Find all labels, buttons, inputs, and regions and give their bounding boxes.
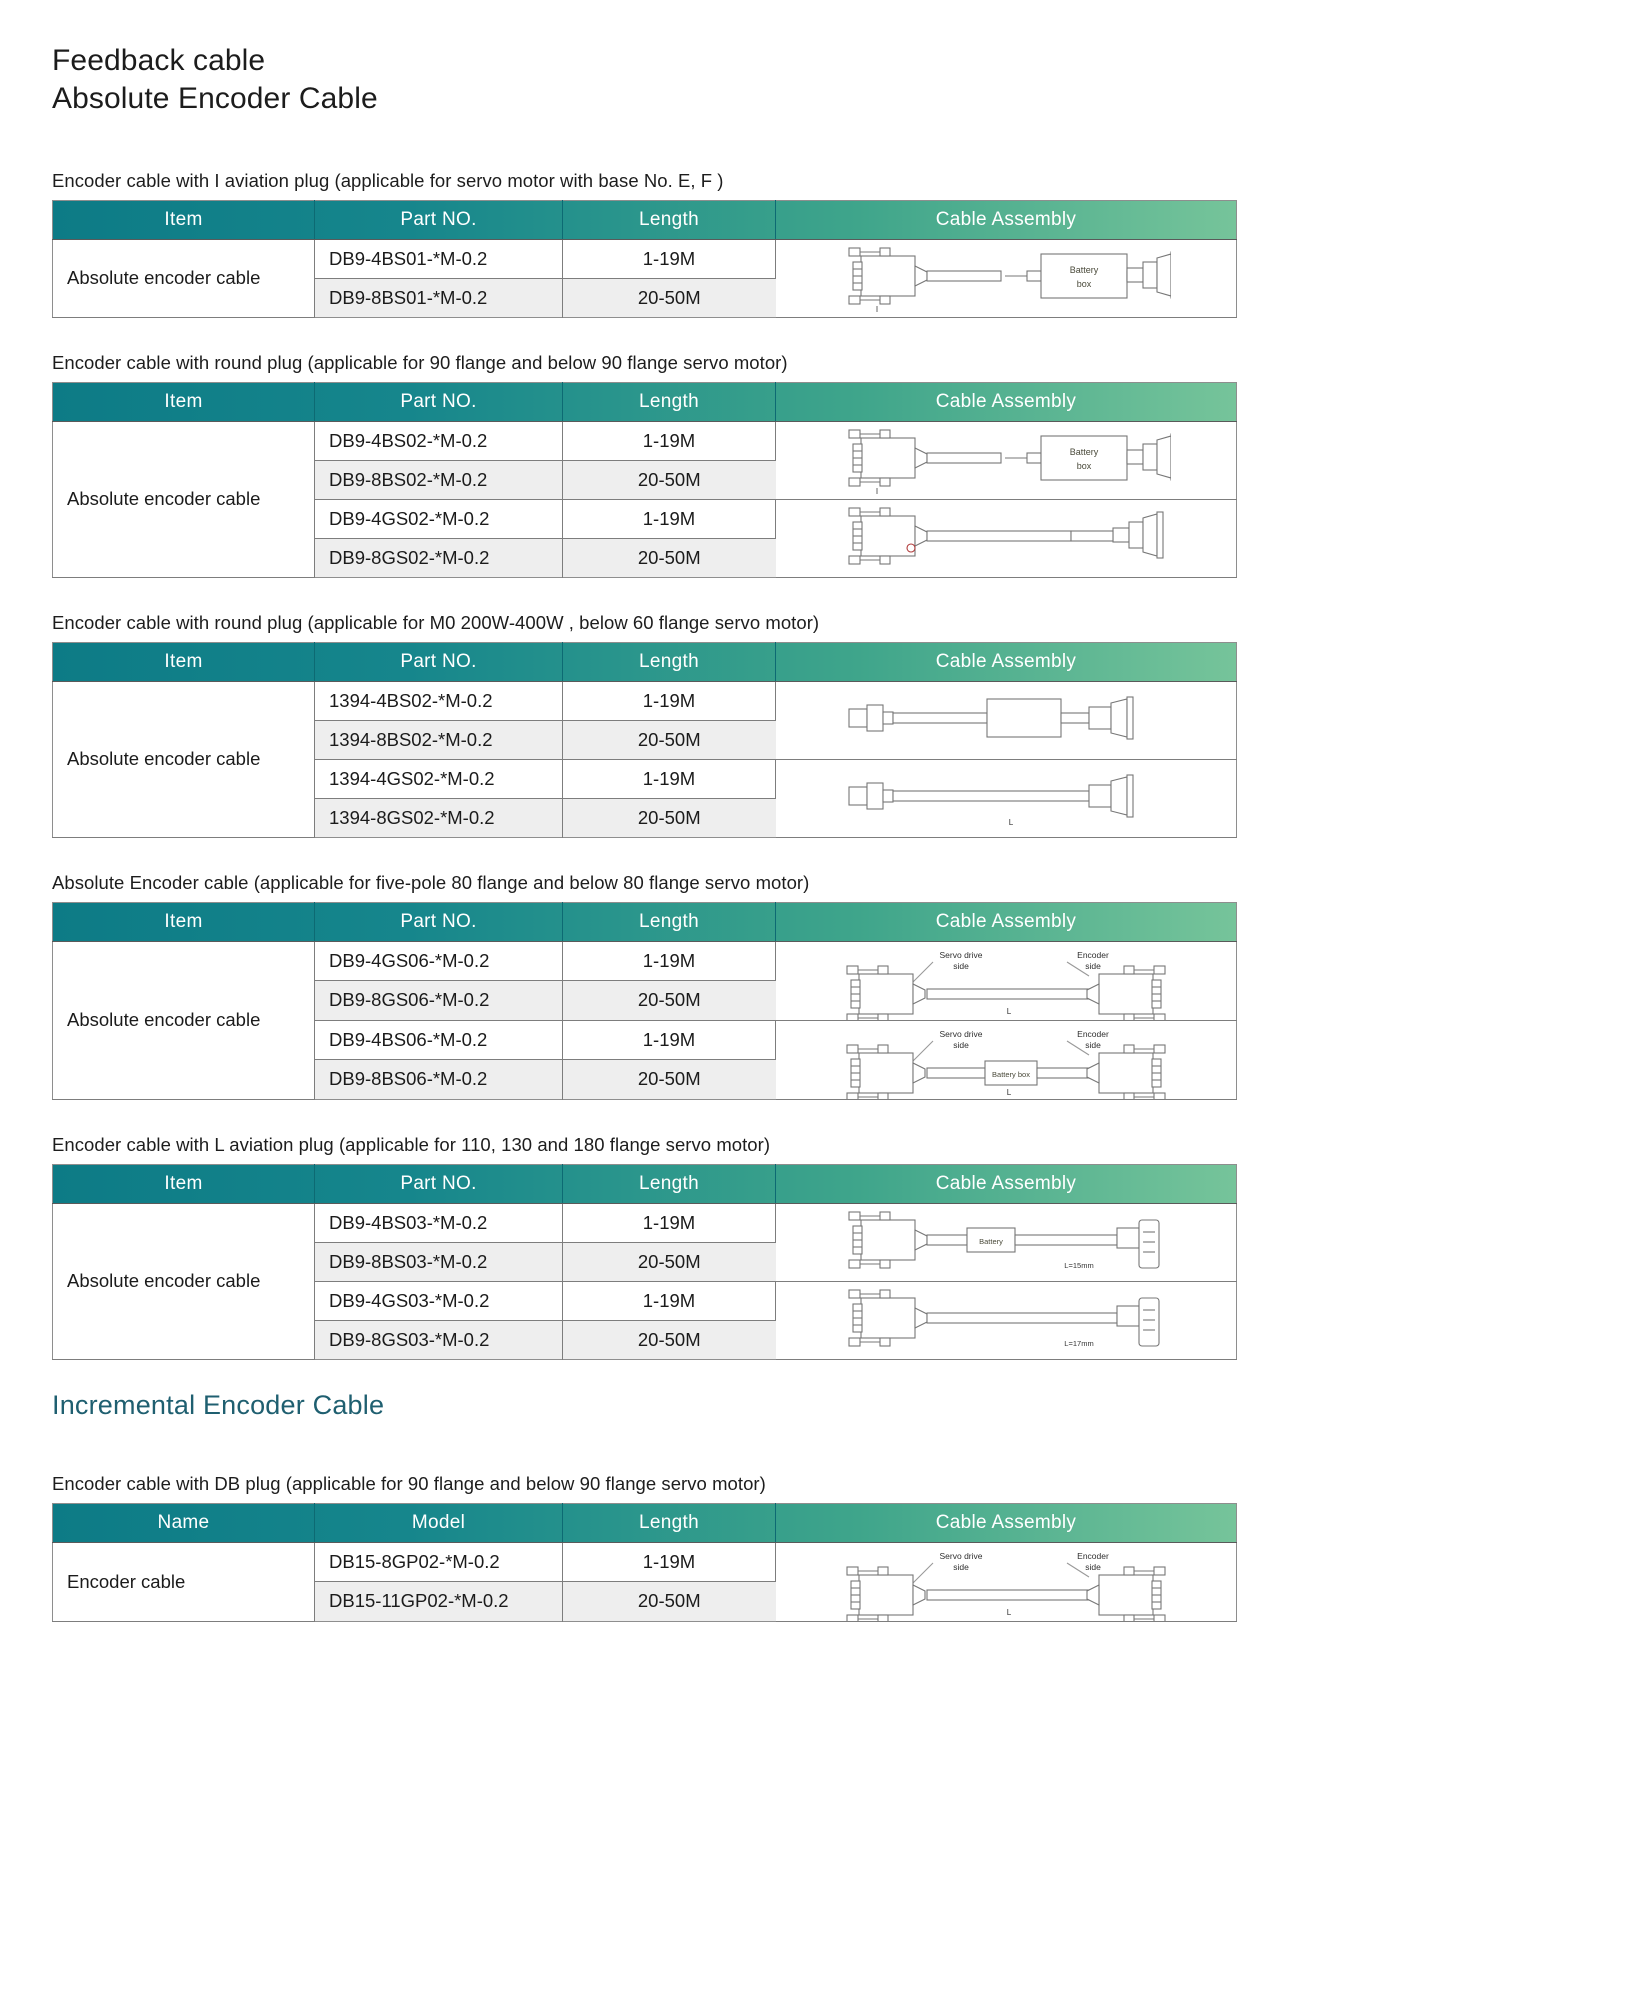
table-row xyxy=(53,1542,1237,1582)
part-number-cell: 1394-4GS02-*M-0.2 xyxy=(315,759,563,798)
svg-text:side: side xyxy=(953,1561,969,1572)
column-header-part-no: Part NO. xyxy=(315,642,563,681)
cable-assembly-drawing xyxy=(841,942,1171,1020)
cable-assembly-drawing xyxy=(841,502,1171,574)
page-title-line-2: Absolute Encoder Cable xyxy=(52,81,378,115)
length-cell: 1-19M xyxy=(563,1020,776,1060)
length-cell: 20-50M xyxy=(563,460,776,499)
column-header-cable-assembly: Cable Assembly xyxy=(776,902,1237,941)
svg-text:L=17mm: L=17mm xyxy=(1064,1339,1094,1349)
column-header-item: Item xyxy=(53,902,315,941)
cable-assembly-drawing xyxy=(841,1543,1171,1621)
length-cell: 20-50M xyxy=(563,1060,776,1100)
length-cell: 20-50M xyxy=(563,1582,776,1622)
column-header-length: Length xyxy=(563,902,776,941)
cable-assembly-drawing xyxy=(841,424,1171,496)
table-header-row xyxy=(53,1164,1237,1203)
svg-text:Encoder: Encoder xyxy=(1077,1028,1109,1039)
table-row xyxy=(53,239,1237,278)
cable-assembly-image xyxy=(790,242,1222,314)
length-cell: 1-19M xyxy=(563,499,776,538)
column-header-item: Name xyxy=(53,1503,315,1542)
length-cell: 20-50M xyxy=(563,1320,776,1359)
length-cell: 1-19M xyxy=(563,941,776,981)
part-number-cell: 1394-8GS02-*M-0.2 xyxy=(315,798,563,837)
cable-assembly-drawing xyxy=(841,769,1171,827)
cable-assembly-image xyxy=(790,502,1222,574)
spec-table xyxy=(52,200,1237,318)
length-cell: 1-19M xyxy=(563,681,776,720)
svg-text:Battery: Battery xyxy=(979,1237,1003,1247)
column-header-cable-assembly: Cable Assembly xyxy=(776,382,1237,421)
spec-table xyxy=(52,1164,1237,1360)
spec-block xyxy=(52,612,1588,838)
spec-block xyxy=(52,1134,1588,1360)
svg-text:side: side xyxy=(953,1039,969,1050)
table-header-row xyxy=(53,642,1237,681)
svg-text:L=15mm: L=15mm xyxy=(1064,1261,1094,1271)
table-caption: Encoder cable with I aviation plug (applicable for servo motor with base No. E, F ) xyxy=(52,169,724,191)
column-header-item: Item xyxy=(53,200,315,239)
svg-text:Servo drive: Servo drive xyxy=(939,949,983,960)
column-header-part-no: Part NO. xyxy=(315,200,563,239)
spec-block xyxy=(52,170,1588,318)
item-label-cell: Absolute encoder cable xyxy=(53,239,315,317)
column-header-part-no: Part NO. xyxy=(315,1164,563,1203)
spec-block xyxy=(52,352,1588,578)
spec-block xyxy=(52,872,1588,1100)
length-cell: 20-50M xyxy=(563,1242,776,1281)
column-header-length: Length xyxy=(563,1164,776,1203)
column-header-part-no: Part NO. xyxy=(315,902,563,941)
item-label-cell: Absolute encoder cable xyxy=(53,941,315,1099)
svg-text:L: L xyxy=(1006,1087,1012,1097)
table-header-row xyxy=(53,382,1237,421)
column-header-item: Item xyxy=(53,1164,315,1203)
table-header-row xyxy=(53,1503,1237,1542)
item-label-cell: Absolute encoder cable xyxy=(53,681,315,837)
part-number-cell: 1394-8BS02-*M-0.2 xyxy=(315,720,563,759)
cable-assembly-drawing xyxy=(841,1021,1171,1099)
table-row xyxy=(53,681,1237,720)
cable-assembly-cell xyxy=(776,239,1237,317)
spec-table xyxy=(52,642,1237,838)
svg-text:L: L xyxy=(1006,1006,1012,1016)
svg-text:Battery box: Battery box xyxy=(992,1069,1030,1079)
item-label-cell: Encoder cable xyxy=(53,1542,315,1621)
svg-text:Encoder: Encoder xyxy=(1077,949,1109,960)
svg-text:side: side xyxy=(1085,960,1101,971)
table-caption: Absolute Encoder cable (applicable for five-pole 80 flange and below 80 flange servo motor) xyxy=(52,871,810,893)
length-cell: 1-19M xyxy=(563,421,776,460)
column-header-length: Length xyxy=(563,1503,776,1542)
svg-text:Servo drive: Servo drive xyxy=(939,1550,983,1561)
table-header-row xyxy=(53,200,1237,239)
svg-text:side: side xyxy=(953,960,969,971)
table-caption: Encoder cable with DB plug (applicable for 90 flange and below 90 flange servo motor) xyxy=(52,1472,766,1494)
table-row xyxy=(53,1203,1237,1242)
column-header-part-no: Model xyxy=(315,1503,563,1542)
table-row xyxy=(53,421,1237,460)
part-number-cell: DB9-4GS03-*M-0.2 xyxy=(315,1281,563,1320)
svg-text:box: box xyxy=(1076,461,1092,472)
length-cell: 20-50M xyxy=(563,981,776,1021)
cable-assembly-image xyxy=(790,1021,1222,1099)
part-number-cell: DB9-8BS01-*M-0.2 xyxy=(315,278,563,317)
part-number-cell: DB9-4BS06-*M-0.2 xyxy=(315,1020,563,1060)
table-header-row xyxy=(53,902,1237,941)
part-number-cell: DB9-8BS02-*M-0.2 xyxy=(315,460,563,499)
length-cell: 1-19M xyxy=(563,759,776,798)
svg-text:Servo drive: Servo drive xyxy=(939,1028,983,1039)
svg-text:Battery: Battery xyxy=(1069,265,1099,276)
cable-assembly-cell xyxy=(776,1203,1237,1281)
cable-assembly-cell xyxy=(776,421,1237,499)
length-cell: 1-19M xyxy=(563,1203,776,1242)
absolute-encoder-section xyxy=(52,170,1588,1360)
page-title xyxy=(52,42,1588,118)
part-number-cell: DB9-8GS06-*M-0.2 xyxy=(315,981,563,1021)
svg-text:Battery: Battery xyxy=(1069,447,1099,458)
incremental-encoder-section xyxy=(52,1473,1588,1622)
table-caption: Encoder cable with round plug (applicable for 90 flange and below 90 flange servo motor) xyxy=(52,351,788,373)
cable-assembly-cell xyxy=(776,759,1237,837)
length-cell: 1-19M xyxy=(563,1542,776,1582)
part-number-cell: DB9-8BS06-*M-0.2 xyxy=(315,1060,563,1100)
svg-text:L: L xyxy=(1006,1607,1012,1617)
svg-text:box: box xyxy=(1076,279,1092,290)
cable-assembly-drawing xyxy=(841,242,1171,314)
length-cell: 1-19M xyxy=(563,239,776,278)
spec-table xyxy=(52,382,1237,578)
part-number-cell: DB9-4BS02-*M-0.2 xyxy=(315,421,563,460)
column-header-length: Length xyxy=(563,382,776,421)
cable-assembly-image xyxy=(790,942,1222,1020)
part-number-cell: DB15-11GP02-*M-0.2 xyxy=(315,1582,563,1622)
svg-text:side: side xyxy=(1085,1039,1101,1050)
part-number-cell: DB15-8GP02-*M-0.2 xyxy=(315,1542,563,1582)
section-heading-incremental: Incremental Encoder Cable xyxy=(52,1389,385,1420)
cable-assembly-image xyxy=(790,424,1222,496)
length-cell: 1-19M xyxy=(563,1281,776,1320)
cable-assembly-cell xyxy=(776,1281,1237,1359)
column-header-length: Length xyxy=(563,642,776,681)
part-number-cell: DB9-8BS03-*M-0.2 xyxy=(315,1242,563,1281)
table-row xyxy=(53,941,1237,981)
part-number-cell: DB9-4BS03-*M-0.2 xyxy=(315,1203,563,1242)
part-number-cell: 1394-4BS02-*M-0.2 xyxy=(315,681,563,720)
page-title-line-1: Feedback cable xyxy=(52,44,266,78)
part-number-cell: DB9-8GS02-*M-0.2 xyxy=(315,538,563,577)
cable-assembly-image xyxy=(790,769,1222,827)
cable-assembly-image xyxy=(790,1206,1222,1278)
cable-assembly-cell xyxy=(776,941,1237,1020)
item-label-cell: Absolute encoder cable xyxy=(53,421,315,577)
cable-assembly-cell xyxy=(776,1020,1237,1099)
column-header-cable-assembly: Cable Assembly xyxy=(776,200,1237,239)
column-header-cable-assembly: Cable Assembly xyxy=(776,642,1237,681)
part-number-cell: DB9-4GS02-*M-0.2 xyxy=(315,499,563,538)
cable-assembly-cell xyxy=(776,681,1237,759)
length-cell: 20-50M xyxy=(563,278,776,317)
part-number-cell: DB9-4BS01-*M-0.2 xyxy=(315,239,563,278)
length-cell: 20-50M xyxy=(563,538,776,577)
column-header-item: Item xyxy=(53,642,315,681)
cable-assembly-image xyxy=(790,691,1222,749)
spec-table xyxy=(52,902,1237,1100)
cable-assembly-image xyxy=(790,1543,1222,1621)
svg-text:Encoder: Encoder xyxy=(1077,1550,1109,1561)
cable-assembly-drawing xyxy=(841,1284,1171,1356)
part-number-cell: DB9-4GS06-*M-0.2 xyxy=(315,941,563,981)
column-header-cable-assembly: Cable Assembly xyxy=(776,1503,1237,1542)
column-header-item: Item xyxy=(53,382,315,421)
spec-table xyxy=(52,1503,1237,1622)
length-cell: 20-50M xyxy=(563,798,776,837)
cable-assembly-cell xyxy=(776,499,1237,577)
column-header-cable-assembly: Cable Assembly xyxy=(776,1164,1237,1203)
svg-text:L: L xyxy=(1008,818,1014,828)
spec-block xyxy=(52,1473,1588,1622)
column-header-part-no: Part NO. xyxy=(315,382,563,421)
part-number-cell: DB9-8GS03-*M-0.2 xyxy=(315,1320,563,1359)
length-cell: 20-50M xyxy=(563,720,776,759)
cable-assembly-cell xyxy=(776,1542,1237,1621)
item-label-cell: Absolute encoder cable xyxy=(53,1203,315,1359)
cable-assembly-image xyxy=(790,1284,1222,1356)
cable-assembly-drawing xyxy=(841,691,1171,749)
table-caption: Encoder cable with L aviation plug (applicable for 110, 130 and 180 flange servo motor) xyxy=(52,1133,771,1155)
svg-text:side: side xyxy=(1085,1561,1101,1572)
column-header-length: Length xyxy=(563,200,776,239)
table-caption: Encoder cable with round plug (applicable for M0 200W-400W , below 60 flange servo motor) xyxy=(52,611,820,633)
cable-assembly-drawing xyxy=(841,1206,1171,1278)
